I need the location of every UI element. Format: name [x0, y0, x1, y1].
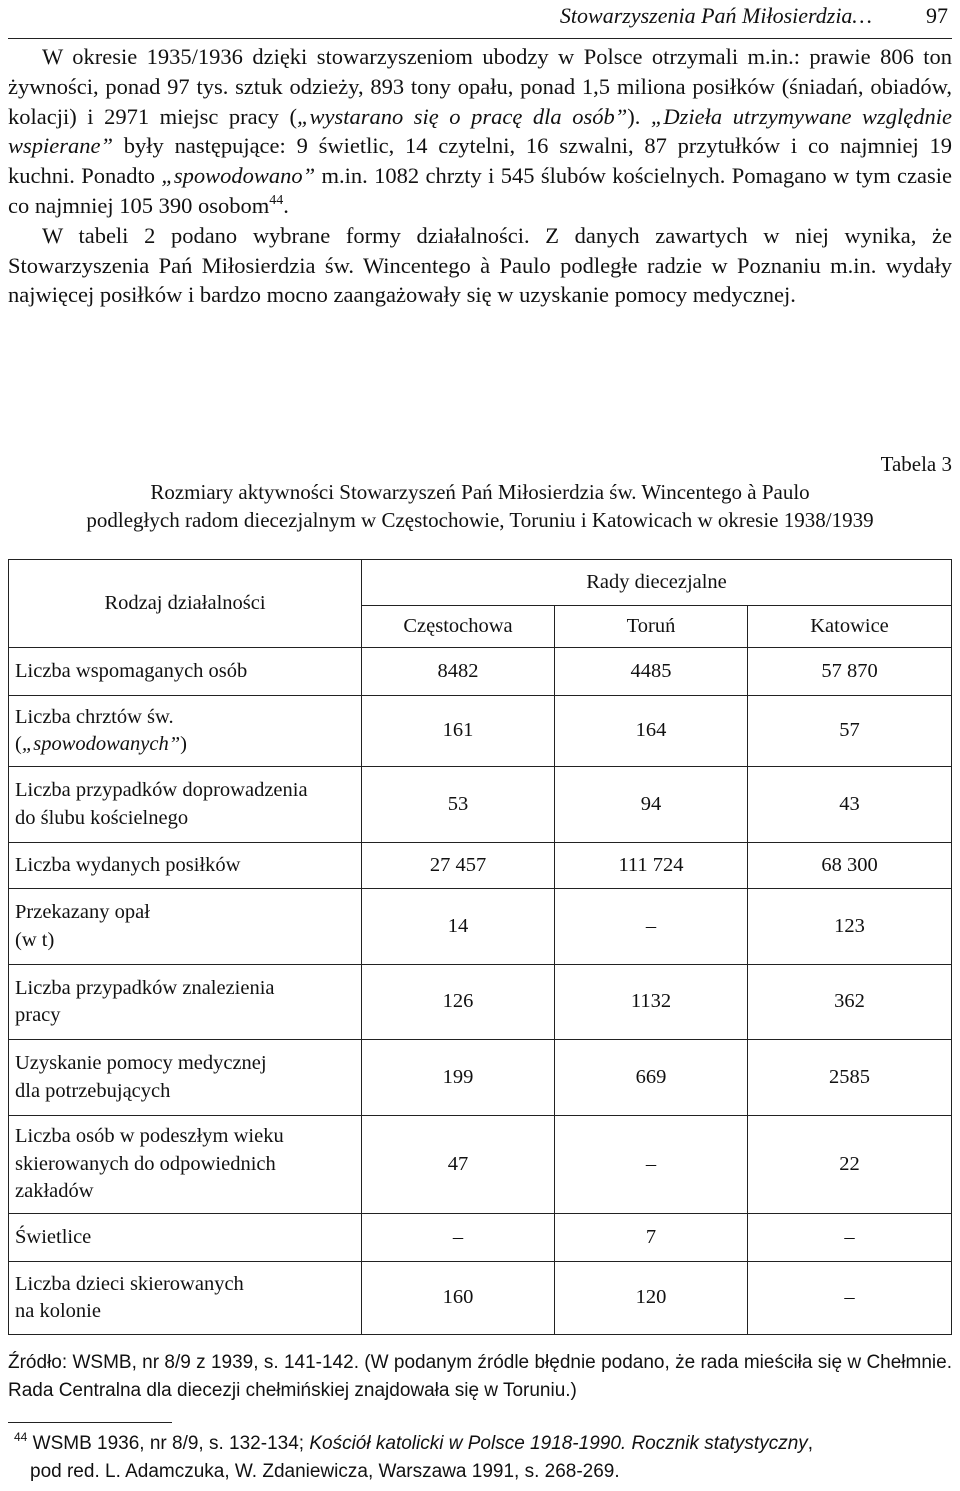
table-row	[9, 1262, 952, 1335]
p1-text-a: W okresie 1935/1936 dzięki stowarzyszeniom ubodzy w Polsce otrzymali m.in.: prawie 806 ton żywności, ponad 97 tys. sztuk odzieży, 893 tony opału, ponad 1,5 miliona posiłków (śniadań, obiadów, kolacji) i 2971 miejsc pracy (	[8, 44, 952, 129]
footnote-text-a: WSMB 1936, nr 8/9, s. 132-134;	[27, 1433, 310, 1454]
row-label-line: Uzyskanie pomocy medycznej	[15, 1052, 267, 1074]
footnote-44	[8, 1430, 952, 1486]
cell-value: 53	[362, 767, 555, 843]
footnote-line-1	[8, 1430, 952, 1458]
footnote-title-italic: Kościół katolicki w Polsce 1918-1990. Rocznik statystyczny	[309, 1433, 808, 1454]
p1-text-g: m.in. 1082 chrzty i 545 ślubów kościelnych. Pomagano w tym czasie co najmniej 105 390 osobom	[8, 163, 952, 218]
cell-value: 2585	[748, 1040, 952, 1116]
cell-value: 1132	[555, 965, 748, 1040]
table-row	[9, 1214, 952, 1262]
table-title-line-1: Rozmiary aktywności Stowarzyszeń Pań Miłosierdzia św. Wincentego à Paulo	[150, 480, 810, 504]
row-label	[9, 889, 362, 965]
row-label-line: Liczba chrztów św.	[15, 705, 174, 728]
table-number: Tabela 3	[880, 452, 952, 476]
header-col-czestochowa: Częstochowa	[362, 606, 555, 648]
row-label: Liczba wspomaganych osób	[9, 648, 362, 696]
row-label-line: Liczba przypadków znalezienia	[15, 976, 275, 999]
row-label: Liczba wydanych posiłków	[9, 843, 362, 889]
paren-close: )	[180, 733, 187, 755]
cell-value: 4485	[555, 648, 748, 696]
cell-value: 164	[555, 696, 748, 767]
table-row	[9, 843, 952, 889]
cell-value: 8482	[362, 648, 555, 696]
table-caption	[8, 450, 952, 534]
row-label-line	[15, 731, 355, 759]
row-label	[9, 767, 362, 843]
cell-value: 14	[362, 889, 555, 965]
cell-value: 94	[555, 767, 748, 843]
paren-open: (	[15, 733, 22, 755]
body-text	[8, 42, 952, 310]
cell-value: 111 724	[555, 843, 748, 889]
cell-value: 362	[748, 965, 952, 1040]
row-label-line: Liczba przypadków doprowadzenia	[15, 779, 308, 801]
footnote-text-c: ,	[807, 1433, 814, 1454]
row-label-line: na kolonie	[15, 1300, 101, 1322]
cell-value: 27 457	[362, 843, 555, 889]
paragraph-2: W tabeli 2 podano wybrane formy działalności. Z danych zawartych w niej wynika, że Stowarzyszenia Pań Miłosierdzia św. Wincentego à Paulo podległe radzie w Poznaniu m.in. wydały najwięcej posiłków i bardzo mocno zaangażowały się w uzyskanie pomocy medycznej.	[8, 222, 952, 308]
header-col-katowice: Katowice	[748, 606, 952, 648]
row-label	[9, 696, 362, 767]
row-label-line: zakładów	[15, 1180, 94, 1203]
row-label-line: skierowanych do odpowiednich	[15, 1152, 276, 1175]
cell-value: 161	[362, 696, 555, 767]
row-label	[9, 1040, 362, 1116]
cell-value: 43	[748, 767, 952, 843]
table-row	[9, 965, 952, 1040]
footnote-number: 44	[14, 1430, 28, 1444]
table-row	[9, 767, 952, 843]
row-label-line: Liczba osób w podeszłym wieku	[15, 1125, 284, 1148]
row-label-line: Przekazany opał	[15, 901, 150, 923]
cell-value: 160	[362, 1262, 555, 1335]
row-label	[9, 1262, 362, 1335]
row-label-line: dla potrzebujących	[15, 1079, 171, 1102]
p1-quote-2: „Dzieła utrzymywane względnie wspierane”	[8, 103, 952, 159]
cell-value: 123	[748, 889, 952, 965]
cell-value: 57 870	[748, 648, 952, 696]
p1-quote-1: „wystarano się o pracę dla osób”	[296, 103, 628, 129]
cell-value: –	[555, 1116, 748, 1214]
p1-quote-3: „spowodowano”	[161, 163, 316, 189]
footnote-line-2: pod red. L. Adamczuka, W. Zdaniewicza, Warszawa 1991, s. 268-269.	[30, 1461, 620, 1482]
cell-value: 669	[555, 1040, 748, 1116]
header-title: Stowarzyszenia Pań Miłosierdzia…	[559, 3, 872, 28]
p1-text-c: ).	[627, 103, 651, 129]
cell-value: 57	[748, 696, 952, 767]
table-row	[9, 1040, 952, 1116]
cell-value: 126	[362, 965, 555, 1040]
data-table	[8, 559, 952, 1335]
footnote-ref-44[interactable]: 44	[269, 192, 284, 208]
row-label-line: Liczba dzieci skierowanych	[15, 1272, 244, 1295]
cell-value: –	[555, 889, 748, 965]
footnote-separator	[8, 1422, 172, 1423]
header-group: Rady diecezjalne	[362, 560, 952, 606]
cell-value: –	[748, 1214, 952, 1262]
row-label-italic: „spowodowanych”	[21, 733, 181, 755]
table-row	[9, 889, 952, 965]
cell-value: 68 300	[748, 843, 952, 889]
cell-value: 7	[555, 1214, 748, 1262]
table-row	[9, 648, 952, 696]
table-title-line-2: podległych radom diecezjalnym w Częstochowie, Toruniu i Katowicach w okresie 1938/1939	[86, 508, 874, 532]
table-row	[9, 696, 952, 767]
cell-value: 22	[748, 1116, 952, 1214]
cell-value: –	[362, 1214, 555, 1262]
row-label: Świetlice	[9, 1214, 362, 1262]
cell-value: 120	[555, 1262, 748, 1335]
row-label	[9, 1116, 362, 1214]
cell-value: 199	[362, 1040, 555, 1116]
header-col-torun: Toruń	[555, 606, 748, 648]
row-label-line: (w t)	[15, 928, 55, 951]
row-label-line: pracy	[15, 1004, 61, 1026]
p1-text-e: były następujące: 9 świetlic, 14 czytelni, 16 szwalni, 87 przytułków i co najmniej 19 kuchni. Ponadto	[8, 133, 952, 189]
page-number: 97	[926, 3, 948, 28]
row-label	[9, 965, 362, 1040]
header-activity: Rodzaj działalności	[9, 560, 362, 648]
paragraph-1	[8, 42, 952, 221]
running-header	[8, 0, 952, 39]
row-label-line: do ślubu kościelnego	[15, 806, 189, 829]
table-source-note: Źródło: WSMB, nr 8/9 z 1939, s. 141-142. (W podanym źródle błędnie podano, że rada mieściła się w Chełmnie. Rada Centralna dla diecezji chełmińskiej znajdowała się w Toruniu.)	[8, 1352, 952, 1401]
table-row	[9, 1116, 952, 1214]
cell-value: 47	[362, 1116, 555, 1214]
cell-value: –	[748, 1262, 952, 1335]
p1-text-h: .	[283, 192, 289, 218]
